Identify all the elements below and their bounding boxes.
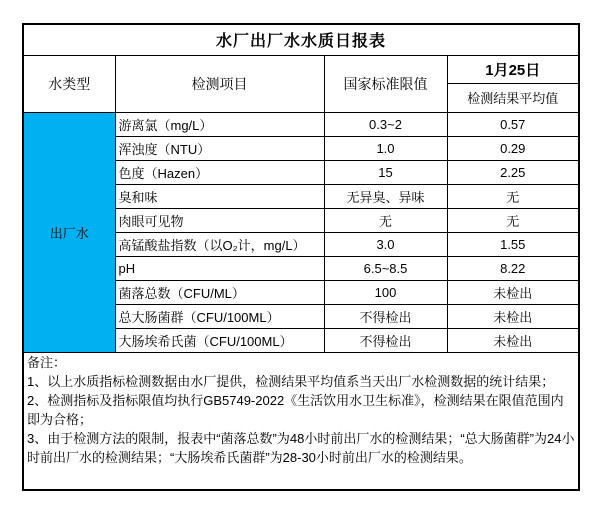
header-water-type: 水类型: [23, 55, 115, 112]
title-row: [23, 24, 579, 55]
result-cell: 未检出: [447, 280, 579, 304]
report-container: [22, 23, 580, 491]
water-quality-table: [22, 23, 580, 491]
limit-cell: 无: [324, 208, 447, 232]
result-cell: 未检出: [447, 328, 579, 352]
notes-label: 备注：: [27, 354, 67, 370]
result-cell: 0.57: [447, 112, 579, 136]
limit-cell: 15: [324, 160, 447, 184]
table-row: [23, 112, 579, 136]
limit-cell: 1.0: [324, 136, 447, 160]
item-cell: 游离氯（mg/L）: [115, 112, 324, 136]
item-cell: 总大肠菌群（CFU/100ML）: [115, 304, 324, 328]
item-cell: 菌落总数（CFU/ML）: [115, 280, 324, 304]
header-date: 1月25日: [447, 55, 579, 83]
notes-row: [23, 352, 579, 490]
limit-cell: 3.0: [324, 232, 447, 256]
notes-cell: [23, 352, 579, 490]
report-title: 水厂出厂水水质日报表: [23, 24, 579, 55]
water-type-cell: 出厂水: [23, 112, 115, 352]
item-cell: pH: [115, 256, 324, 280]
result-cell: 0.29: [447, 136, 579, 160]
item-cell: 大肠埃希氏菌（CFU/100ML）: [115, 328, 324, 352]
result-cell: 无: [447, 208, 579, 232]
item-cell: 高锰酸盐指数（以O₂计，mg/L）: [115, 232, 324, 256]
note-line-1: 1、以上水质指标检测数据由水厂提供，检测结果平均值系当天出厂水检测数据的统计结果；: [27, 373, 555, 389]
note-line-2: 2、检测指标及指标限值均执行GB5749-2022《生活饮用水卫生标准》，检测结果在限值范围内即为合格；: [27, 392, 564, 427]
limit-cell: 6.5~8.5: [324, 256, 447, 280]
result-cell: 未检出: [447, 304, 579, 328]
limit-cell: 不得检出: [324, 304, 447, 328]
header-row-1: [23, 55, 579, 83]
item-cell: 色度（Hazen）: [115, 160, 324, 184]
item-cell: 臭和味: [115, 184, 324, 208]
item-cell: 浑浊度（NTU）: [115, 136, 324, 160]
item-cell: 肉眼可见物: [115, 208, 324, 232]
header-standard-limit: 国家标准限值: [324, 55, 447, 112]
header-test-item: 检测项目: [115, 55, 324, 112]
limit-cell: 0.3~2: [324, 112, 447, 136]
result-cell: 8.22: [447, 256, 579, 280]
limit-cell: 不得检出: [324, 328, 447, 352]
note-line-3: 3、由于检测方法的限制，报表中“菌落总数”为48小时前出厂水的检测结果；“总大肠菌群”为24小时前出厂水的检测结果；“大肠埃希氏菌群”为28-30小时前出厂水的检测结果。: [27, 430, 575, 465]
limit-cell: 100: [324, 280, 447, 304]
result-cell: 无: [447, 184, 579, 208]
header-result-average: 检测结果平均值: [447, 83, 579, 112]
limit-cell: 无异臭、异味: [324, 184, 447, 208]
result-cell: 1.55: [447, 232, 579, 256]
result-cell: 2.25: [447, 160, 579, 184]
